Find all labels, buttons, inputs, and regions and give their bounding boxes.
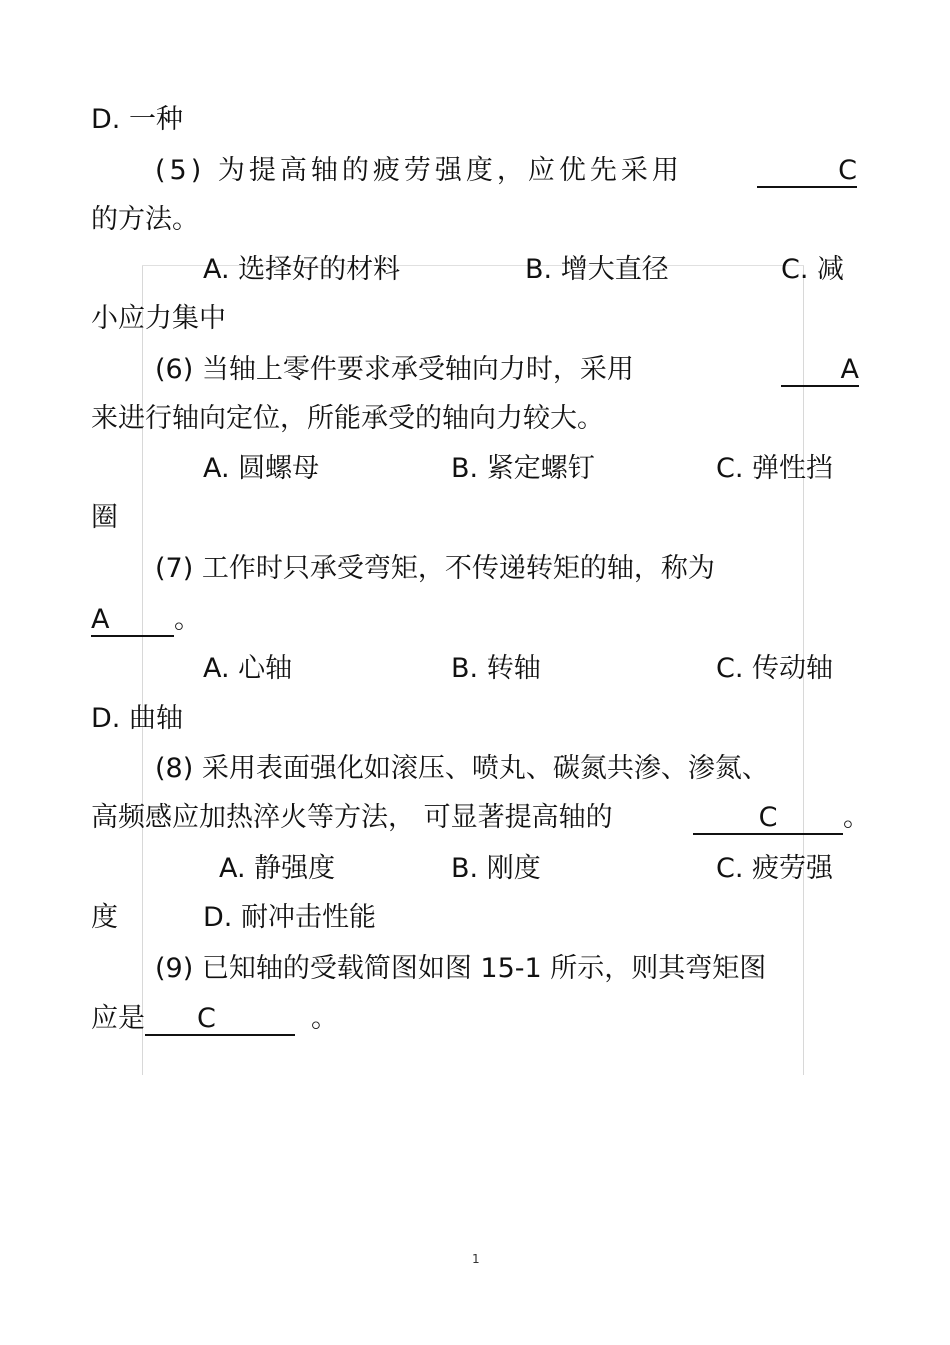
frame-line-left	[142, 265, 143, 1075]
q5-answer-blank	[757, 153, 857, 189]
q7-tail: 。	[174, 604, 201, 635]
q5-stem: (5) 为提高轴的疲劳强度，应优先采用	[155, 155, 683, 186]
q6-option-c-continuation: 圈	[91, 502, 118, 533]
q7-option-a: A. 心轴	[203, 653, 293, 684]
q7-answer-line	[91, 602, 201, 638]
q7-option-c: C. 传动轴	[716, 653, 834, 684]
prev-option-d: D. 一种	[91, 104, 183, 135]
q5-option-a: A. 选择好的材料	[203, 254, 401, 285]
q6-answer-blank	[781, 352, 859, 388]
q9-answer-line	[91, 1001, 338, 1037]
q8-stem: (8) 采用表面强化如滚压、喷丸、碳氮共渗、渗氮、	[155, 753, 769, 784]
q7-answer: A	[91, 605, 174, 637]
q9-answer: C	[145, 1004, 295, 1036]
q7-option-d: D. 曲轴	[91, 703, 183, 734]
q9-stem-continuation: 应是	[91, 1003, 145, 1034]
q8-option-b: B. 刚度	[451, 853, 541, 884]
q6-option-a: A. 圆螺母	[203, 453, 320, 484]
q5-answer: C	[757, 156, 857, 188]
q8-option-d: D. 耐冲击性能	[203, 902, 376, 933]
q8-answer-line	[693, 800, 870, 836]
q6-stem-continuation: 来进行轴向定位，所能承受的轴向力较大。	[91, 403, 604, 434]
q7-option-b: B. 转轴	[451, 653, 541, 684]
q6-stem: (6) 当轴上零件要求承受轴向力时，采用	[155, 354, 634, 385]
q9-tail: 。	[311, 1003, 338, 1034]
q6-answer: A	[781, 355, 859, 387]
q8-option-a: A. 静强度	[219, 853, 336, 884]
q5-option-c-continuation: 小应力集中	[91, 303, 226, 334]
q8-tail: 。	[843, 802, 870, 833]
page-number: 1	[472, 1252, 480, 1266]
q5-option-b: B. 增大直径	[525, 254, 669, 285]
q5-option-c: C. 减	[781, 254, 845, 285]
q7-stem: (7) 工作时只承受弯矩，不传递转矩的轴，称为	[155, 553, 715, 584]
q8-stem-continuation: 高频感应加热淬火等方法， 可显著提高轴的	[91, 802, 613, 833]
q8-answer: C	[693, 803, 843, 835]
q9-stem: (9) 已知轴的受载简图如图 15-1 所示，则其弯矩图	[155, 953, 767, 984]
q5-stem-continuation: 的方法。	[91, 204, 199, 235]
q6-option-c: C. 弹性挡	[716, 453, 834, 484]
q6-option-b: B. 紧定螺钉	[451, 453, 595, 484]
q8-option-c-continuation: 度	[91, 902, 118, 933]
q8-option-c: C. 疲劳强	[716, 853, 834, 884]
